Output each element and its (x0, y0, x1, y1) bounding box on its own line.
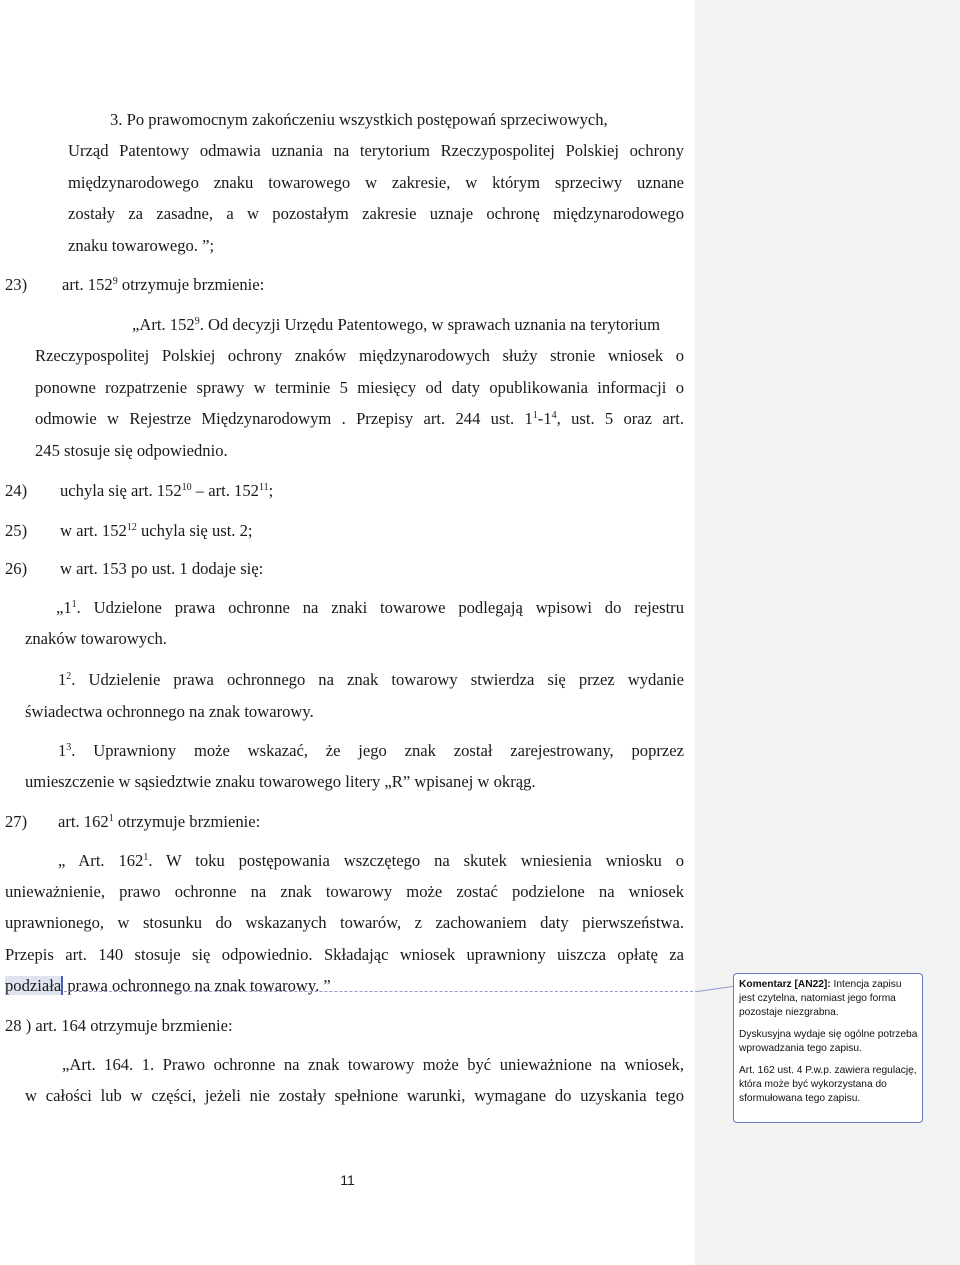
comment-paragraph-3: Art. 162 ust. 4 P.w.p. zawiera regulację, która może być wykorzystana do sformułowana tego zapisu. (739, 1065, 917, 1104)
item27-heading: art. $162^1$ otrzymuje brzmienie: (58, 812, 261, 831)
item27-article-line1: „ Art. $162^1$. W toku postępowania wszczętego na skutek wniesienia wniosku o (58, 851, 685, 870)
comment-paragraph-1: Komentarz [AN22]: Intencja zapisu jest czytelna, natomiast jego forma pozostaje niezgrabna. (739, 979, 902, 1018)
item27-article-line3: uprawnionego, w stosunku do wskazanych towarów, z zachowaniem daty pierwszeństwa. (5, 913, 684, 932)
item23-number: 23) (5, 275, 28, 294)
comment-balloon[interactable] (733, 973, 923, 1123)
page-number: 11 (340, 1172, 355, 1188)
item3-line1: 3. Po prawomocnym zakończeniu wszystkich postępowań sprzeciwowych, (110, 110, 608, 129)
item23-article-line4: odmowie w Rejestrze Międzynarodowym . Przepisy art. 244 ust. $1^1-1^4$, ust. 5 oraz art. (35, 409, 684, 428)
item26-para2-line2: świadectwa ochronnego na znak towarowy. (25, 702, 314, 721)
item23-article-line1: „Art. $152^9$. Od decyzji Urzędu Patentowego, w sprawach uznania na terytorium (132, 315, 661, 334)
item26-para2-line1: $1^2$. Udzielenie prawa ochronnego na znak towarowy stwierdza się przez wydanie (58, 670, 684, 689)
comment-connector-line (64, 991, 698, 992)
item27-number: 27) (5, 812, 28, 831)
item24-number: 24) (5, 481, 28, 500)
item26-para3-line1: $1^3$. Uprawniony może wskazać, że jego znak został zarejestrowany, poprzez (58, 741, 684, 760)
item25-number: 25) (5, 521, 28, 540)
comment-anchor-highlight[interactable]: podziała (5, 976, 62, 995)
item26-para1-line2: znaków towarowych. (25, 629, 167, 648)
item24-text: uchyla się art. $152^{10}$ – art. $152^{11}$; (60, 481, 274, 500)
item28-article-line1: „Art. 164. 1. Prawo ochronne na znak towarowy może być unieważnione na wniosek, (62, 1055, 684, 1074)
item28-article-line2: w całości lub w części, jeżeli nie zostały spełnione warunki, wymagane do uzyskania tego (25, 1086, 684, 1105)
item23-article-line3: ponowne rozpatrzenie sprawy w terminie 5 miesięcy od daty opublikowania informacji o (35, 378, 684, 397)
item23-article-line5: 245 stosuje się odpowiednio. (35, 441, 228, 460)
comment-paragraph-2: Dyskusyjna wydaje się ogólne potrzeba wprowadzania tego zapisu. (739, 1029, 918, 1054)
item26-para1-line1: $„1^1$. Udzielone prawa ochronne na znaki towarowe podlegają wpisowi do rejestru (56, 598, 684, 617)
item3-line5: znaku towarowego. ”; (68, 236, 215, 255)
item28-heading: 28 ) art. 164 otrzymuje brzmienie: (5, 1016, 233, 1035)
item26-number: 26) (5, 559, 28, 578)
item27-article-line5: podziała prawa ochronnego na znak towarowy. ” (5, 976, 331, 995)
item3-line4: zostały za zasadne, a w pozostałym zakresie uznaje ochronę międzynarodowego (68, 204, 684, 223)
comment-author: Komentarz [AN22]: (739, 979, 831, 990)
item25-text: w art. $152^{12}$ uchyla się ust. 2; (60, 521, 253, 540)
item27-article-line4: Przepis art. 140 stosuje się odpowiednio. Składając wniosek uprawniony uiszcza opłatę za (5, 945, 684, 964)
item26-text: w art. 153 po ust. 1 dodaje się: (60, 559, 264, 578)
item23-heading: art. $152^9$ otrzymuje brzmienie: (62, 275, 265, 294)
item26-para3-line2: umieszczenie w sąsiedztwie znaku towarowego litery „R” wpisanej w okrąg. (25, 772, 536, 791)
item3-line2: Urząd Patentowy odmawia uznania na terytorium Rzeczypospolitej Polskiej ochrony (68, 141, 684, 160)
item23-article-line2: Rzeczypospolitej Polskiej ochrony znaków międzynarodowych służy stronie wniosek o (35, 346, 684, 365)
item27-article-line2: unieważnienie, prawo ochronne na znak towarowy może zostać podzielone na wniosek (5, 882, 684, 901)
item3-line3: międzynarodowego znaku towarowego w zakresie, w którym sprzeciwy uznane (68, 173, 684, 192)
